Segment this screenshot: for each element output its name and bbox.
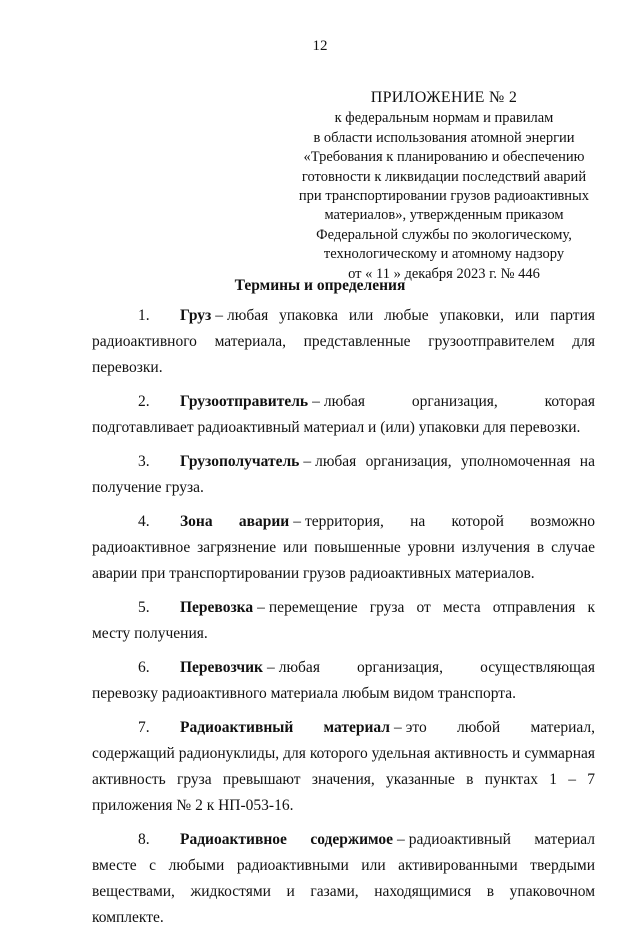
term-number: 1. bbox=[138, 307, 150, 324]
term-number: 6. bbox=[138, 659, 150, 676]
term-definition: территория, на которой возможно радиоактивное загрязнение или повышенные уровни излучения в случае аварии при транспортировании грузов радиоактивных материалов. bbox=[92, 513, 596, 582]
term-definition: перемещение груза от места отправления к месту получения. bbox=[92, 599, 595, 642]
appendix-line: технологическому и атомному надзору bbox=[323, 246, 565, 263]
appendix-date-line: от « 11 » декабря 2023 г. № 446 bbox=[348, 265, 540, 282]
term-item bbox=[92, 509, 595, 587]
term-dash: – bbox=[394, 719, 402, 736]
term-dash: – bbox=[293, 513, 301, 530]
term-definition: любая организация, которая подготавливает радиоактивный материал и (или) упаковки для перевозки. bbox=[92, 393, 595, 436]
term-item bbox=[92, 715, 595, 819]
term-item bbox=[92, 449, 595, 501]
term-dash: – bbox=[312, 393, 320, 410]
term-definition: это любой материал, содержащий радионуклиды, для которого удельная активность и суммарная активность груза превышают значения, указанные в пунктах 1 – 7 приложения № 2 к НП-053-16. bbox=[92, 719, 595, 814]
term-number: 2. bbox=[138, 393, 150, 410]
term-number: 3. bbox=[138, 453, 150, 470]
term-item bbox=[92, 827, 595, 931]
term-name: Перевозка bbox=[180, 599, 254, 616]
term-dash: – bbox=[257, 599, 265, 616]
term-definition: радиоактивный материал вместе с любыми радиоактивными или активированными твердыми веществами, жидкостями и газами, находящимися в упаковочном комплекте. bbox=[92, 831, 595, 926]
appendix-header bbox=[290, 88, 598, 284]
appendix-line: Федеральной службы по экологическому, bbox=[316, 226, 572, 243]
term-name: Груз bbox=[180, 307, 212, 324]
section-title: Термины и определения bbox=[234, 277, 406, 294]
appendix-line: материалов», утвержденным приказом bbox=[324, 207, 564, 224]
term-number: 7. bbox=[138, 719, 150, 736]
term-item bbox=[92, 655, 595, 707]
term-number: 4. bbox=[138, 513, 150, 530]
appendix-title: ПРИЛОЖЕНИЕ № 2 bbox=[370, 89, 518, 106]
appendix-line: «Требования к планированию и обеспечению bbox=[303, 149, 585, 166]
term-item bbox=[92, 303, 595, 381]
appendix-line: готовности к ликвидации последствий аварий bbox=[301, 168, 587, 185]
term-dash: – bbox=[215, 307, 224, 324]
terms-list bbox=[92, 303, 595, 939]
term-number: 5. bbox=[138, 599, 150, 616]
term-dash: – bbox=[397, 831, 405, 848]
term-definition: любая организация, осуществляющая перевозку радиоактивного материала любым видом транспорта. bbox=[92, 659, 595, 702]
term-item bbox=[92, 595, 595, 647]
term-name: Радиоактивный материал bbox=[180, 719, 390, 736]
term-name: Радиоактивное содержимое bbox=[180, 831, 394, 848]
appendix-line: при транспортировании грузов радиоактивных bbox=[298, 188, 590, 205]
term-name: Зона аварии bbox=[180, 513, 290, 530]
term-item bbox=[92, 389, 595, 441]
term-dash: – bbox=[266, 659, 275, 676]
term-definition: любая упаковка или любые упаковки, или партия радиоактивного материала, представленные грузоотправителем для перевозки. bbox=[92, 307, 595, 376]
term-name: Грузополучатель bbox=[180, 453, 300, 470]
term-name: Грузоотправитель bbox=[180, 393, 309, 410]
appendix-line: к федеральным нормам и правилам bbox=[334, 110, 554, 127]
term-dash: – bbox=[303, 453, 312, 470]
term-name: Перевозчик bbox=[180, 659, 263, 676]
term-definition: любая организация, уполномоченная на получение груза. bbox=[92, 453, 595, 496]
appendix-line: в области использования атомной энергии bbox=[313, 129, 575, 146]
page-number: 12 bbox=[312, 38, 328, 54]
term-number: 8. bbox=[138, 831, 150, 848]
